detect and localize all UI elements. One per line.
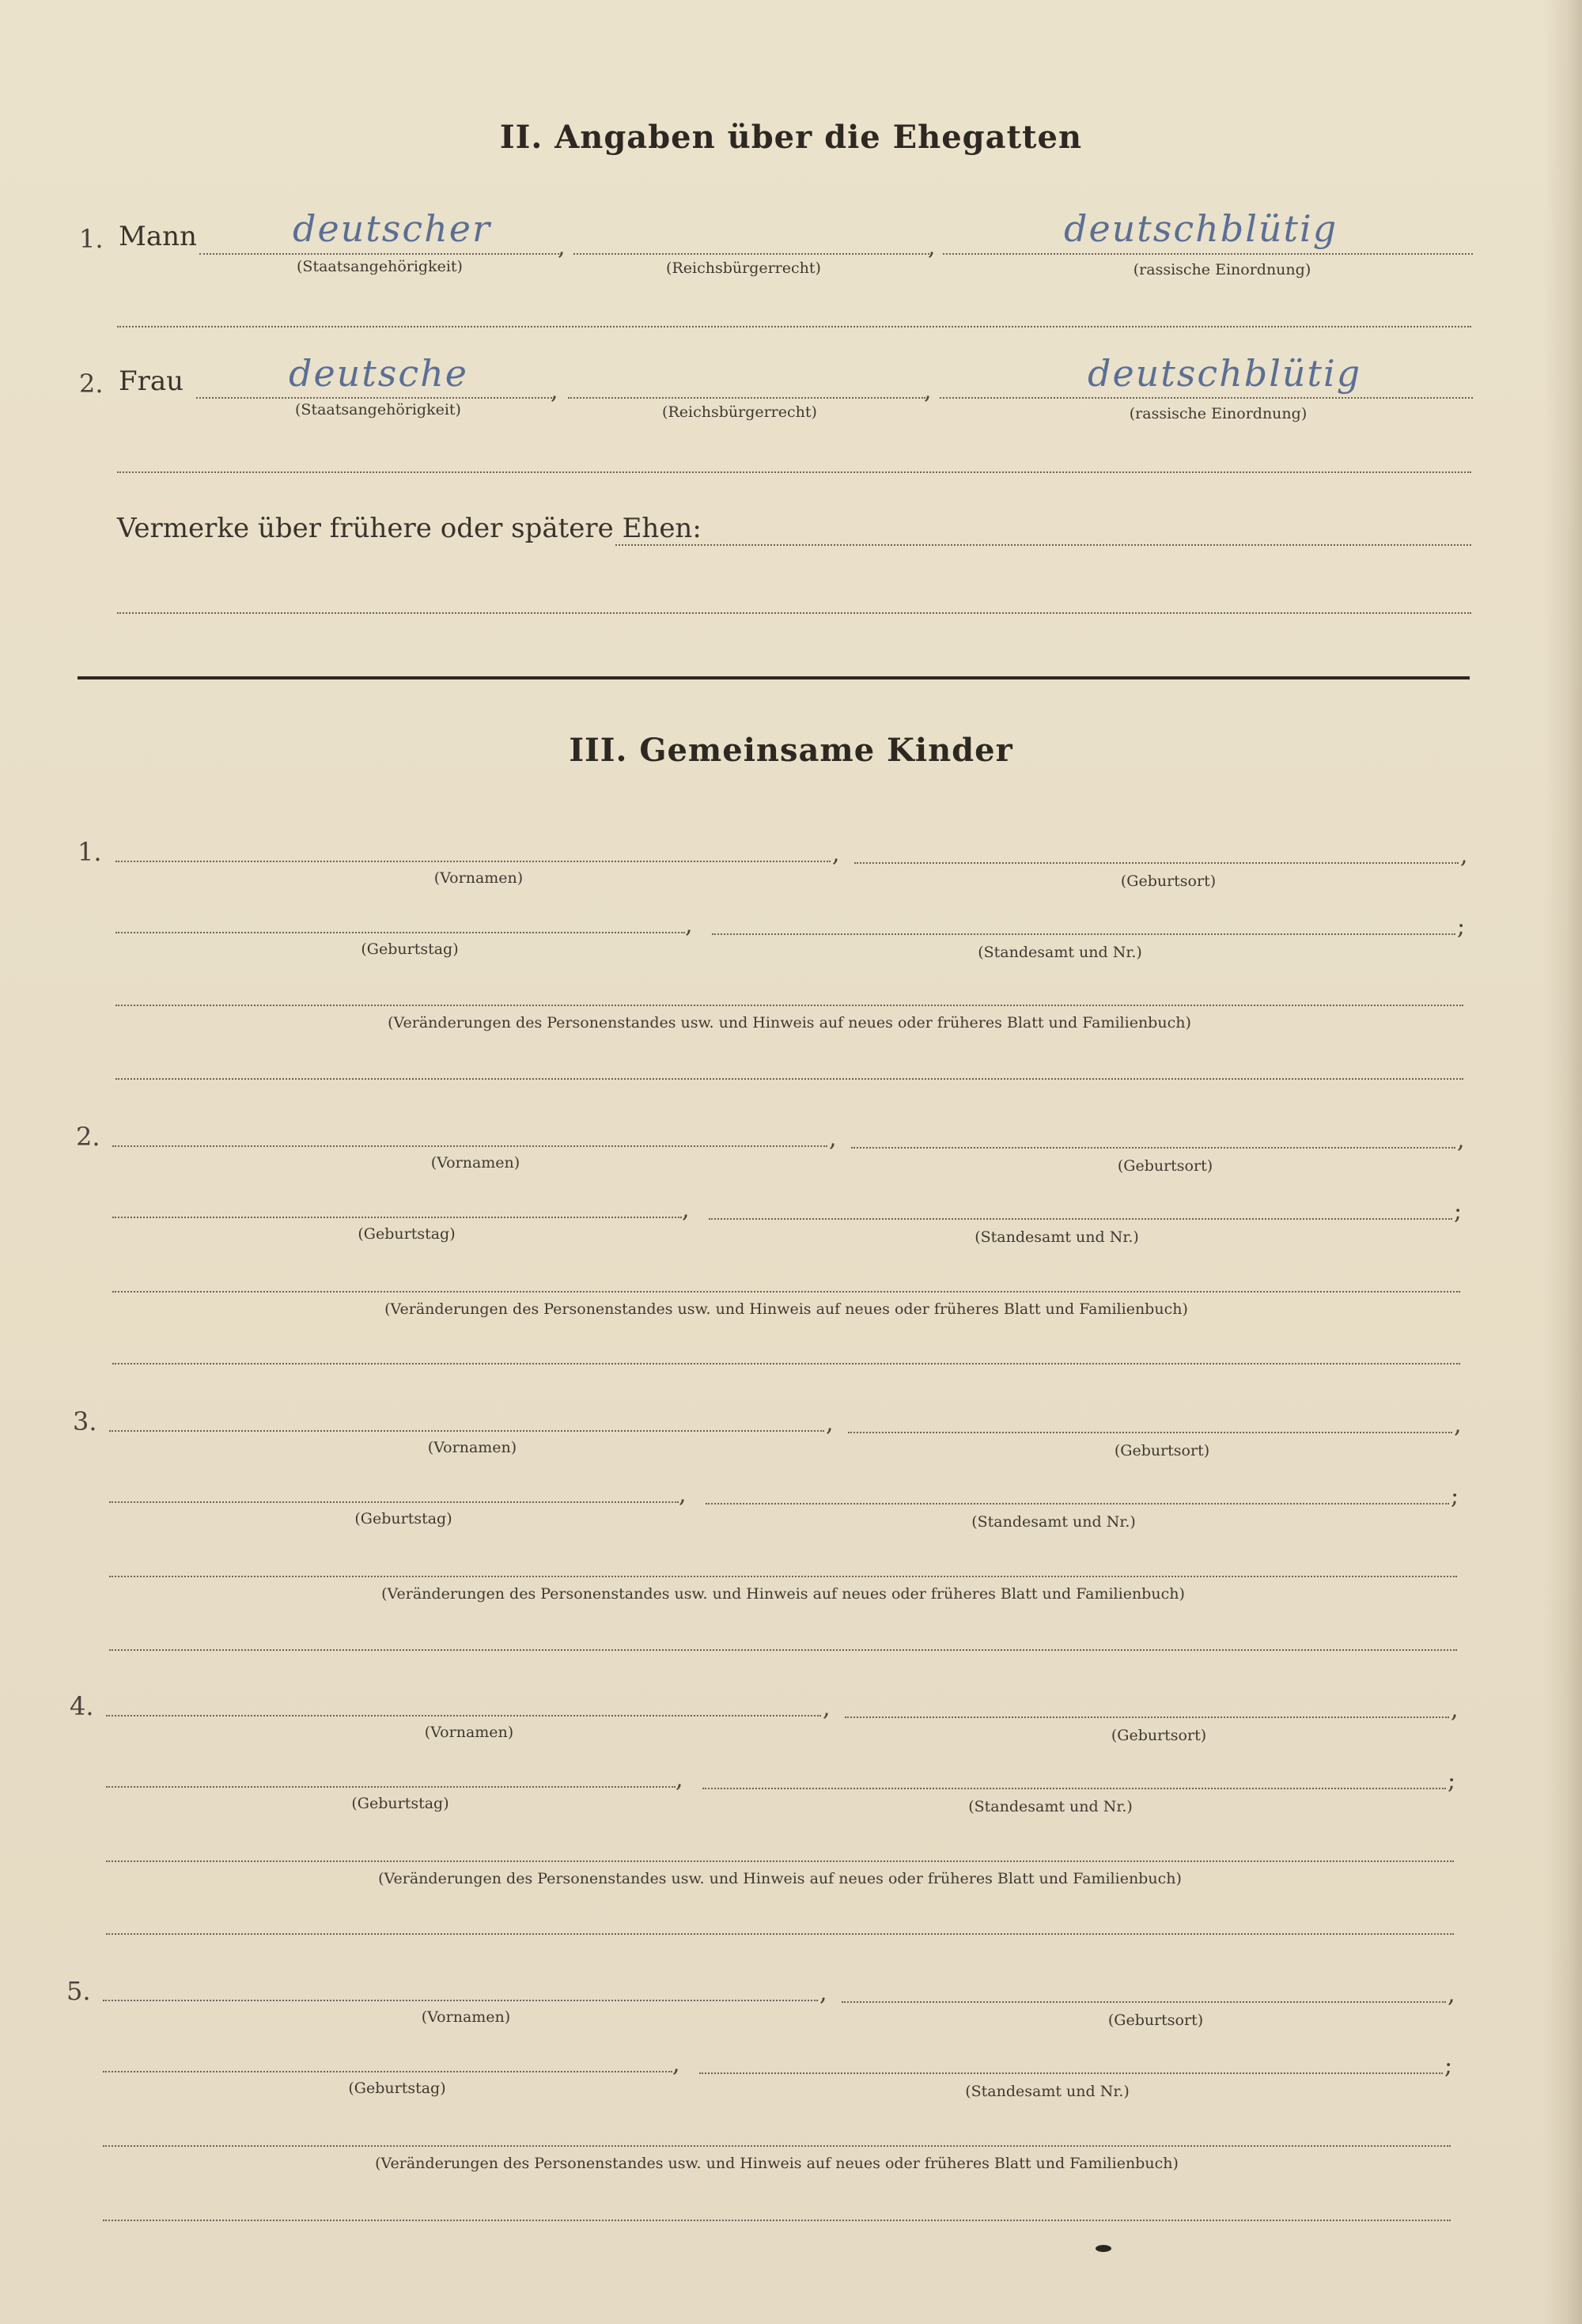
child-5-geburtsort-field[interactable] xyxy=(842,2001,1446,2003)
child-3-extra-line[interactable] xyxy=(109,1649,1457,1651)
child-1-geburtstag-field[interactable] xyxy=(115,932,685,933)
child-5-cap-geburtstag: (Geburtstag) xyxy=(348,2080,446,2097)
frau-staatsangehoerigkeit-handwriting: deutsche xyxy=(289,352,468,395)
child-1-extra-line[interactable] xyxy=(115,1078,1463,1080)
section-divider xyxy=(78,676,1470,679)
mann-reichsbuergerrecht-field[interactable] xyxy=(573,253,929,255)
semicolon: ; xyxy=(1454,1198,1463,1225)
child-1-geburtsort-field[interactable] xyxy=(854,862,1459,864)
child-1-vornamen-field[interactable] xyxy=(115,861,831,862)
frau-cap-rassische: (rassische Einordnung) xyxy=(1129,405,1308,422)
child-4-cap-veraenderungen: (Veränderungen des Personenstandes usw. und Hinweis auf neues oder früheres Blatt und Familienbuch) xyxy=(378,1870,1182,1887)
frau-extra-line[interactable] xyxy=(117,471,1471,473)
child-4-cap-standesamt: (Standesamt und Nr.) xyxy=(968,1798,1133,1815)
comma: , xyxy=(672,2050,680,2078)
mann-cap-reichsbuergerrecht: (Reichsbürgerrecht) xyxy=(666,259,821,277)
child-3-geburtstag-field[interactable] xyxy=(109,1501,679,1503)
child-4-extra-line[interactable] xyxy=(106,1933,1454,1935)
child-2-cap-standesamt: (Standesamt und Nr.) xyxy=(975,1228,1139,1246)
child-1-standesamt-field[interactable] xyxy=(712,933,1455,935)
section-ii-title: II. Angaben über die Ehegatten xyxy=(499,119,1083,156)
comma: , xyxy=(1457,1126,1465,1154)
child-3-vornamen-field[interactable] xyxy=(109,1430,824,1432)
child-1-cap-vornamen: (Vornamen) xyxy=(433,869,524,887)
comma: , xyxy=(551,377,558,405)
comma: , xyxy=(832,840,840,868)
frau-rassische-handwriting: deutschblütig xyxy=(1088,352,1362,395)
child-2-cap-vornamen: (Vornamen) xyxy=(430,1154,520,1171)
comma: , xyxy=(685,911,693,939)
child-3-standesamt-field[interactable] xyxy=(706,1503,1449,1505)
child-2-cap-geburtsort: (Geburtsort) xyxy=(1117,1157,1213,1175)
comma: , xyxy=(679,1481,687,1508)
child-1-cap-geburtstag: (Geburtstag) xyxy=(361,941,459,958)
child-1-number: 1. xyxy=(78,837,102,867)
child-4-vornamen-field[interactable] xyxy=(106,1715,821,1717)
child-4-cap-geburtstag: (Geburtstag) xyxy=(351,1795,449,1812)
comma: , xyxy=(676,1766,683,1793)
frau-cap-staatsangehoerigkeit: (Staatsangehörigkeit) xyxy=(295,401,461,418)
child-2-vornamen-field[interactable] xyxy=(112,1145,827,1147)
child-5-veraenderungen-field[interactable] xyxy=(103,2145,1451,2147)
frau-label: Frau xyxy=(119,365,184,397)
child-4-geburtstag-field[interactable] xyxy=(106,1786,676,1788)
semicolon: ; xyxy=(1457,913,1466,941)
child-2-geburtsort-field[interactable] xyxy=(851,1147,1455,1149)
child-3-veraenderungen-field[interactable] xyxy=(109,1576,1457,1577)
child-1-cap-standesamt: (Standesamt und Nr.) xyxy=(978,944,1142,961)
child-4-geburtsort-field[interactable] xyxy=(845,1717,1449,1718)
mann-cap-rassische: (rassische Einordnung) xyxy=(1133,261,1311,278)
mann-rassische-handwriting: deutschblütig xyxy=(1064,207,1338,250)
child-1-cap-veraenderungen: (Veränderungen des Personenstandes usw. und Hinweis auf neues oder früheres Blatt und Familienbuch) xyxy=(388,1014,1191,1031)
child-2-cap-veraenderungen: (Veränderungen des Personenstandes usw. und Hinweis auf neues oder früheres Blatt und Familienbuch) xyxy=(384,1300,1188,1318)
frau-number: 2. xyxy=(79,369,104,399)
child-2-veraenderungen-field[interactable] xyxy=(112,1291,1460,1293)
comma: , xyxy=(823,1694,831,1722)
mann-label: Mann xyxy=(119,221,197,252)
frau-rassische-field[interactable] xyxy=(940,397,1473,399)
page-fold-shadow xyxy=(1544,0,1582,2324)
child-3-number: 3. xyxy=(73,1406,97,1436)
comma: , xyxy=(1454,1411,1462,1439)
child-1-cap-geburtsort: (Geburtsort) xyxy=(1120,872,1217,890)
child-2-geburtstag-field[interactable] xyxy=(112,1217,682,1218)
semicolon: ; xyxy=(1444,2052,1453,2080)
comma: , xyxy=(558,233,566,261)
frau-cap-reichsbuergerrecht: (Reichsbürgerrecht) xyxy=(662,403,817,421)
child-5-cap-veraenderungen: (Veränderungen des Personenstandes usw. und Hinweis auf neues oder früheres Blatt und Familienbuch) xyxy=(375,2155,1179,2172)
child-3-geburtsort-field[interactable] xyxy=(848,1432,1452,1433)
child-5-cap-geburtsort: (Geburtsort) xyxy=(1107,2012,1204,2029)
vermerke-label: Vermerke über frühere oder spätere Ehen: xyxy=(117,513,702,544)
child-1-veraenderungen-field[interactable] xyxy=(115,1005,1463,1006)
child-5-number: 5. xyxy=(66,1976,91,2006)
child-4-veraenderungen-field[interactable] xyxy=(106,1860,1454,1862)
comma: , xyxy=(826,1410,834,1437)
comma: , xyxy=(682,1196,690,1224)
child-5-extra-line[interactable] xyxy=(103,2220,1451,2221)
semicolon: ; xyxy=(1451,1482,1459,1510)
child-5-standesamt-field[interactable] xyxy=(699,2072,1443,2074)
vermerke-field-2[interactable] xyxy=(117,612,1471,614)
child-5-cap-vornamen: (Vornamen) xyxy=(421,2008,511,2026)
child-5-geburtstag-field[interactable] xyxy=(103,2071,672,2072)
ink-blot xyxy=(1096,2245,1111,2252)
child-4-standesamt-field[interactable] xyxy=(702,1788,1446,1789)
comma: , xyxy=(1448,1981,1455,2008)
frau-staatsangehoerigkeit-field[interactable] xyxy=(196,397,552,399)
section-iii-title: III. Gemeinsame Kinder xyxy=(569,732,1013,769)
mann-staatsangehoerigkeit-field[interactable] xyxy=(199,253,559,255)
child-3-cap-geburtstag: (Geburtstag) xyxy=(354,1510,452,1527)
child-2-standesamt-field[interactable] xyxy=(709,1218,1452,1220)
child-3-cap-vornamen: (Vornamen) xyxy=(427,1439,517,1456)
child-5-cap-standesamt: (Standesamt und Nr.) xyxy=(965,2083,1130,2100)
comma: , xyxy=(829,1125,837,1153)
child-3-cap-veraenderungen: (Veränderungen des Personenstandes usw. und Hinweis auf neues oder früheres Blatt und Familienbuch) xyxy=(381,1585,1185,1603)
vermerke-field-1[interactable] xyxy=(615,544,1471,546)
mann-cap-staatsangehoerigkeit: (Staatsangehörigkeit) xyxy=(297,258,463,275)
comma: , xyxy=(1460,842,1468,869)
child-2-number: 2. xyxy=(76,1122,100,1152)
frau-reichsbuergerrecht-field[interactable] xyxy=(568,397,925,399)
mann-extra-line[interactable] xyxy=(117,326,1471,327)
child-3-cap-standesamt: (Standesamt und Nr.) xyxy=(971,1513,1136,1531)
mann-number: 1. xyxy=(79,224,104,254)
child-3-cap-geburtsort: (Geburtsort) xyxy=(1114,1442,1210,1459)
semicolon: ; xyxy=(1448,1767,1456,1795)
child-5-vornamen-field[interactable] xyxy=(103,2000,818,2001)
mann-rassische-field[interactable] xyxy=(943,253,1473,255)
comma: , xyxy=(928,233,936,261)
comma: , xyxy=(819,1979,827,2007)
child-2-extra-line[interactable] xyxy=(112,1363,1460,1364)
child-2-cap-geburtstag: (Geburtstag) xyxy=(358,1225,456,1243)
child-4-cap-vornamen: (Vornamen) xyxy=(424,1724,514,1741)
child-4-cap-geburtsort: (Geburtsort) xyxy=(1111,1727,1207,1744)
comma: , xyxy=(1451,1696,1459,1724)
child-4-number: 4. xyxy=(70,1691,94,1721)
comma: , xyxy=(924,377,932,405)
mann-staatsangehoerigkeit-handwriting: deutscher xyxy=(293,207,491,250)
